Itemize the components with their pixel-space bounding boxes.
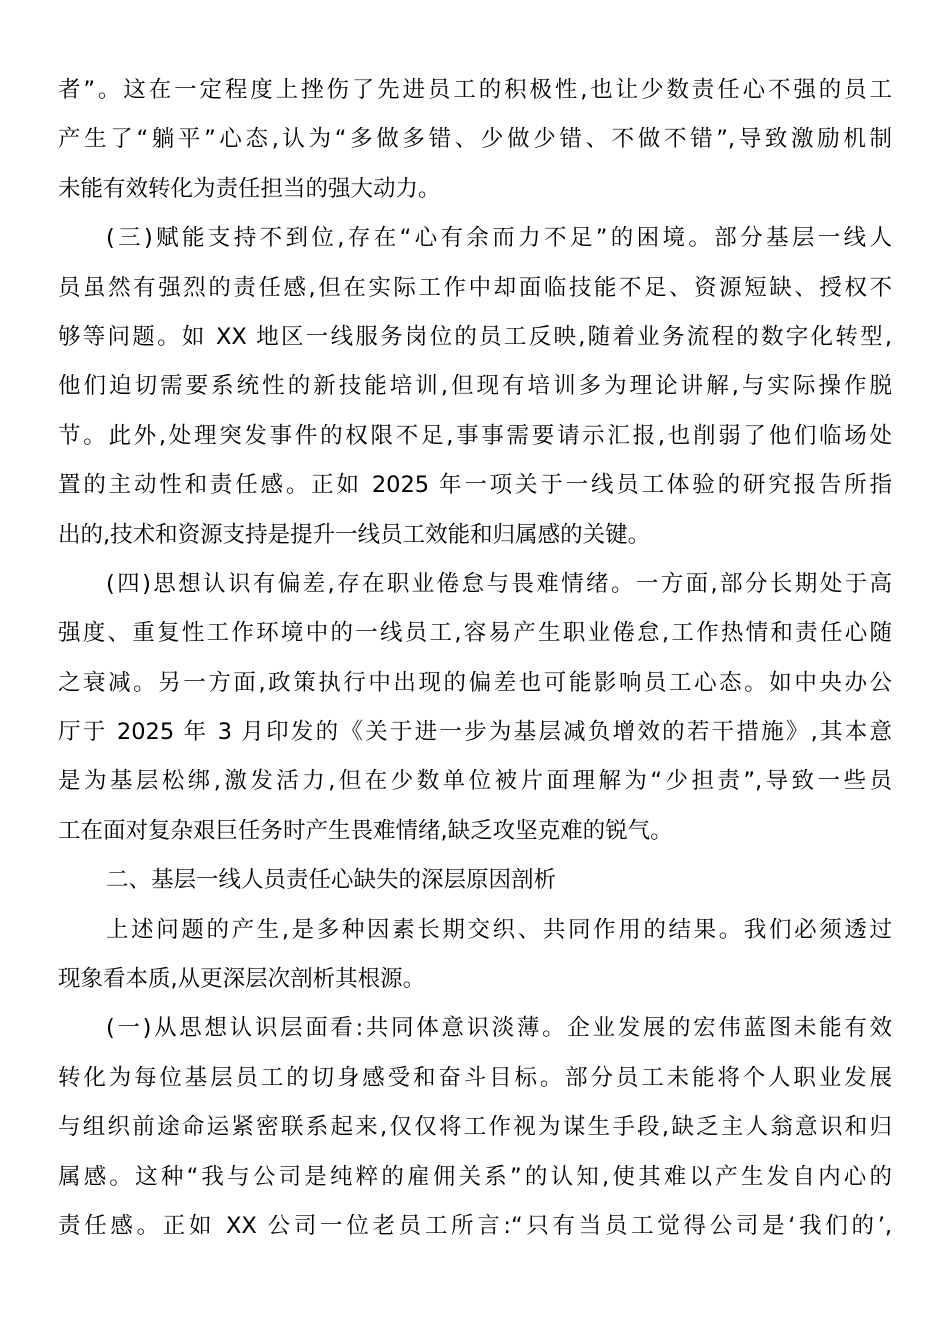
text-line: 转化为每位基层员工的切身感受和奋斗目标。部分员工未能将个人职业发展 — [58, 1064, 892, 1091]
text-line: 现象看本质,从更深层次剖析其根源。 — [58, 966, 426, 993]
text-line: 与组织前途命运紧密联系起来,仅仅将工作视为谋生手段,缺乏主人翁意识和归 — [58, 1114, 892, 1141]
text-line: 上述问题的产生,是多种因素长期交织、共同作用的结果。我们必须透过 — [106, 916, 892, 943]
text-line: 强度、重复性工作环境中的一线员工,容易产生职业倦怠,工作热情和责任心随 — [58, 620, 892, 647]
text-line: 未能有效转化为责任担当的强大动力。 — [58, 175, 441, 202]
section-heading-3: (三)赋能支持不到位,存在“心有余而力不足”的困境。部分基层一线人 — [106, 225, 892, 252]
text-line: 属感。这种“我与公司是纯粹的雇佣关系”的认知,使其难以产生发自内心的 — [58, 1163, 892, 1190]
text-line: 够等问题。如 XX 地区一线服务岗位的员工反映,随着业务流程的数字化转型, — [58, 323, 892, 350]
text-line: 员虽然有强烈的责任感,但在实际工作中却面临技能不足、资源短缺、授权不 — [58, 274, 892, 301]
text-line: 出的,技术和资源支持是提升一线员工效能和归属感的关键。 — [58, 521, 651, 548]
document-body — [58, 66, 892, 1251]
text-line: 之衰减。另一方面,政策执行中出现的偏差也可能影响员工心态。如中央办公 — [58, 669, 892, 696]
text-line: 他们迫切需要系统性的新技能培训,但现有培训多为理论讲解,与实际操作脱 — [58, 373, 892, 400]
section-heading-1: (一)从思想认识层面看:共同体意识淡薄。企业发展的宏伟蓝图未能有效 — [106, 1015, 892, 1042]
section-heading-4: (四)思想认识有偏差,存在职业倦怠与畏难情绪。一方面,部分长期处于高 — [106, 570, 892, 597]
chapter-heading: 二、基层一线人员责任心缺失的深层原因剖析 — [106, 867, 557, 894]
text-line: 是为基层松绑,激发活力,但在少数单位被片面理解为“少担责”,导致一些员 — [58, 768, 892, 795]
text-line: 责任感。正如 XX 公司一位老员工所言:“只有当员工觉得公司是‘我们的’, — [58, 1212, 892, 1239]
text-line: 者”。这在一定程度上挫伤了先进员工的积极性,也让少数责任心不强的员工 — [58, 77, 892, 103]
text-line: 置的主动性和责任感。正如 2025 年一项关于一线员工体验的研究报告所指 — [58, 472, 892, 499]
text-line: 产生了“躺平”心态,认为“多做多错、少做少错、不做不错”,导致激励机制 — [58, 126, 892, 153]
text-line: 厅于 2025 年 3 月印发的《关于进一步为基层减负增效的若干措施》,其本意 — [58, 719, 892, 746]
text-line: 工在面对复杂艰巨任务时产生畏难情绪,缺乏攻坚克难的锐气。 — [58, 817, 673, 844]
text-line: 节。此外,处理突发事件的权限不足,事事需要请示汇报,也削弱了他们临场处 — [58, 422, 892, 449]
